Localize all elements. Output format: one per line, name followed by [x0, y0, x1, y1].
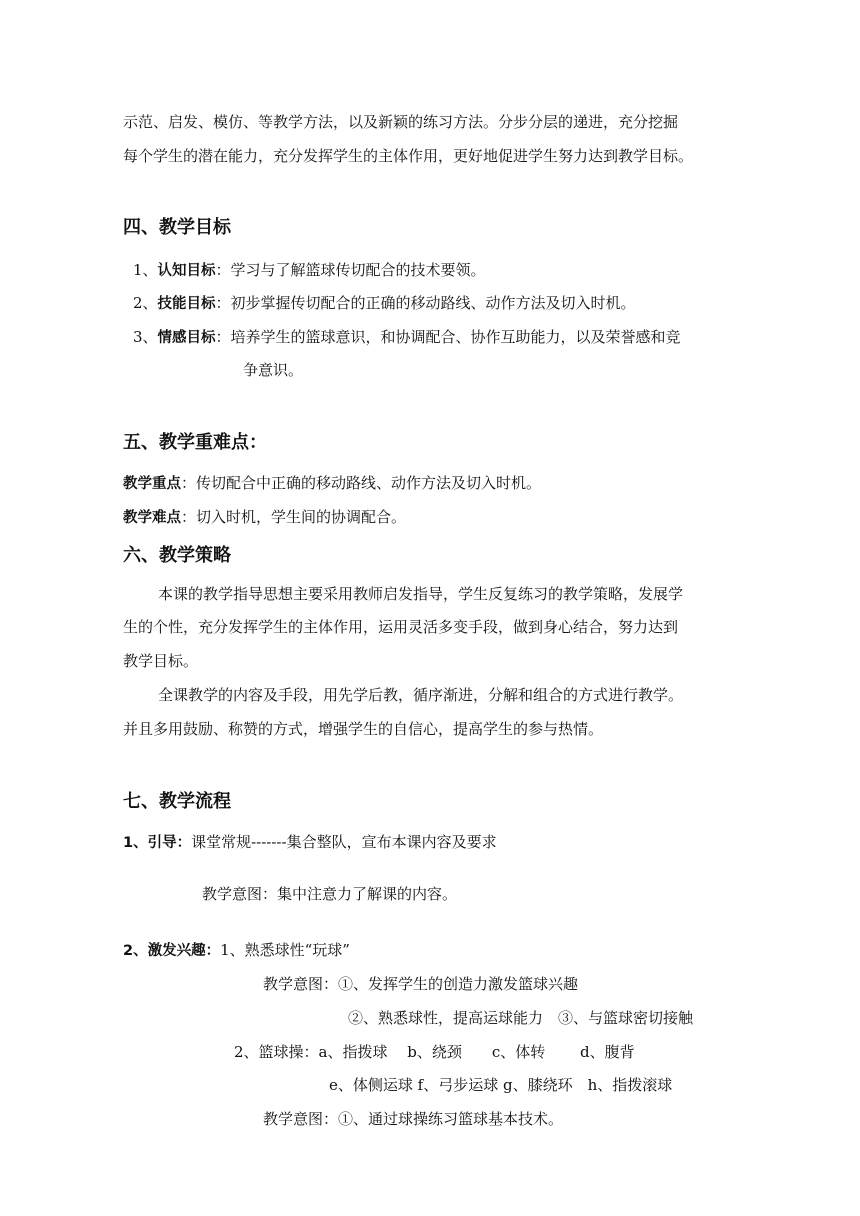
flow-item-1-intent: 教学意图：集中注意力了解课的内容。 — [202, 885, 458, 903]
goal-number: 1、 — [133, 261, 158, 279]
intro-line-1: 示范、启发、模仿、等教学方法，以及新颖的练习方法。分步分层的递进，充分挖掘 — [123, 113, 679, 131]
strategy-para-1-line-3: 教学目标。 — [123, 652, 199, 670]
section-4-heading: 四、教学目标 — [123, 217, 231, 238]
goal-label: 技能目标 — [157, 296, 216, 312]
key-point-label: 教学重点 — [123, 476, 181, 492]
goal-cognitive — [133, 259, 486, 282]
goal-number: 3、 — [133, 328, 158, 346]
flow-item-2 — [123, 939, 350, 962]
flow-item-1 — [123, 831, 497, 854]
strategy-para-1-line-2: 生的个性，充分发挥学生的主体作用，运用灵活多变手段，做到身心结合，努力达到 — [123, 618, 679, 636]
intro-line-2: 每个学生的潜在能力，充分发挥学生的主体作用，更好地促进学生努力达到教学目标。 — [123, 147, 694, 165]
difficult-point-text: ：切入时机，学生间的协调配合。 — [181, 508, 407, 526]
difficult-point — [123, 506, 406, 529]
flow-item-2-basketball-exercise: 2、篮球操：a、指拨球 b、绕颈 c、体转 d、腹背 — [234, 1043, 635, 1061]
strategy-para-1-line-1: 本课的教学指导思想主要采用教师启发指导，学生反复练习的教学策略，发展学 — [158, 585, 684, 603]
key-point-text: ：传切配合中正确的移动路线、动作方法及切入时机。 — [181, 474, 542, 492]
goal-emotion-continued: 争意识。 — [243, 361, 304, 379]
section-7-heading: 七、教学流程 — [123, 791, 231, 812]
goal-label: 情感目标 — [157, 330, 216, 346]
goal-skill — [133, 292, 636, 315]
key-point — [123, 472, 541, 495]
flow-item-label: 1、引导： — [123, 835, 192, 851]
goal-number: 2、 — [133, 294, 158, 312]
goal-text: ：培养学生的篮球意识，和协调配合、协作互助能力，以及荣誉感和竞 — [215, 328, 681, 346]
goal-label: 认知目标 — [157, 263, 216, 279]
goal-emotion — [133, 326, 681, 349]
goal-text: ：学习与了解篮球传切配合的技术要领。 — [215, 261, 486, 279]
flow-item-2-basketball-exercise-cont: e、体侧运球 f、弓步运球 g、膝绕环 h、指拨滚球 — [329, 1076, 673, 1094]
flow-item-2-intent-2: ②、熟悉球性，提高运球能力 ③、与篮球密切接触 — [348, 1009, 694, 1027]
section-6-heading: 六、教学策略 — [123, 545, 231, 566]
flow-item-text: 课堂常规-------集合整队，宣布本课内容及要求 — [191, 833, 497, 851]
flow-item-text: 1、熟悉球性“玩球” — [220, 941, 350, 959]
strategy-para-2-line-2: 并且多用鼓励、称赞的方式，增强学生的自信心，提高学生的参与热情。 — [123, 720, 604, 738]
flow-item-label: 2、激发兴趣： — [123, 943, 221, 959]
flow-item-2-intent-3: 教学意图：①、通过球操练习篮球基本技术。 — [263, 1110, 564, 1128]
flow-item-2-intent-1: 教学意图：①、发挥学生的创造力激发篮球兴趣 — [263, 975, 579, 993]
section-5-heading: 五、教学重难点： — [123, 432, 267, 453]
difficult-point-label: 教学难点 — [123, 510, 181, 526]
strategy-para-2-line-1: 全课教学的内容及手段，用先学后教，循序渐进，分解和组合的方式进行教学。 — [158, 686, 684, 704]
goal-text: ：初步掌握传切配合的正确的移动路线、动作方法及切入时机。 — [215, 294, 636, 312]
